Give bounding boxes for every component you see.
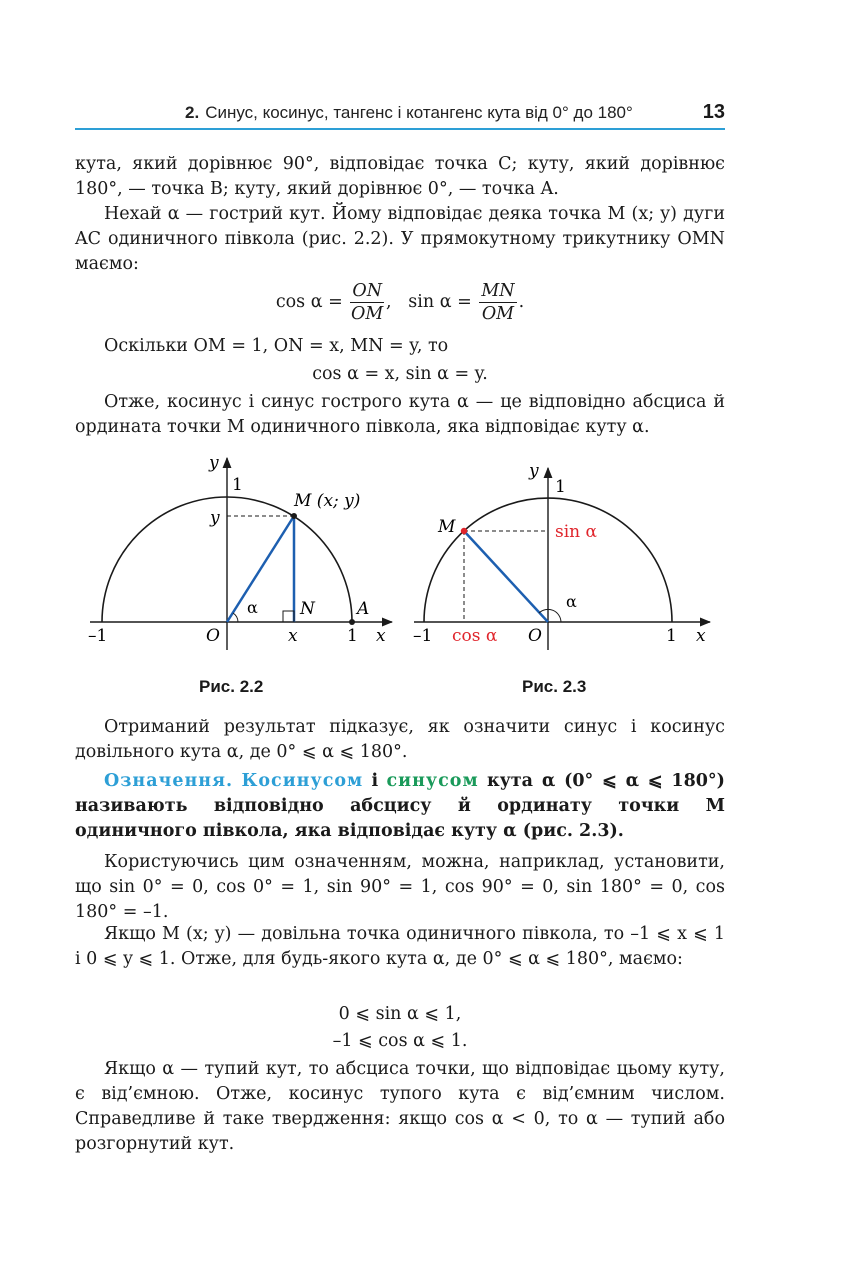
definition-cosine: Косинусом	[241, 771, 364, 791]
label-one-top: 1	[555, 477, 566, 497]
radius-om	[464, 531, 548, 622]
chapter-title	[185, 103, 633, 123]
label-minus-one: –1	[413, 626, 433, 646]
definition-rest-1: кута α (0° ⩽ α ⩽ 180°)	[486, 771, 725, 791]
definition	[75, 769, 725, 844]
formula-end: .	[518, 292, 525, 312]
label-alpha: α	[566, 592, 577, 611]
page-number: 13	[702, 101, 725, 123]
paragraph-1: кута, який дорівнює 90°, відповідає точка C; куту, який дорівнює 180°, — точка B; куту, який дорівнює 0°, — точка A.	[75, 154, 725, 199]
separator: ,	[386, 292, 392, 312]
label-o: O	[206, 626, 220, 646]
x-axis-label: x	[376, 626, 386, 646]
label-one-right: 1	[347, 626, 358, 646]
numerator: ON	[352, 281, 383, 301]
label-n: N	[300, 599, 315, 619]
paragraph-3: Оскільки OM = 1, ON = x, MN = y, то	[104, 336, 449, 356]
paragraph-7: Якщо M (x; y) — довільна точка одиничного півкола, то –1 ⩽ x ⩽ 1 і 0 ⩽ y ⩽ 1. Отже, для будь-якого кута α, де 0° ⩽ α ⩽ 180°, маємо:	[75, 924, 725, 969]
fraction-on-om	[350, 280, 384, 325]
cos-lhs: cos α =	[275, 292, 343, 312]
paragraph-4: Отже, косинус і синус гострого кута α — це відповідно абсциса й ордината точки M одиничного півкола, яка відповідає куту α.	[75, 392, 725, 437]
y-axis-label: y	[209, 453, 219, 473]
label-m: M	[438, 517, 456, 537]
label-m: M (x; y)	[294, 491, 361, 511]
formula-cos-sin-values: cos α = x, sin α = y.	[312, 364, 488, 384]
chapter-number: 2.	[185, 103, 200, 122]
label-a: A	[357, 599, 370, 619]
label-one-top: 1	[232, 475, 243, 495]
point-m	[461, 528, 467, 534]
numerator: MN	[481, 281, 515, 301]
label-alpha: α	[247, 598, 258, 617]
angle-arc	[233, 613, 238, 622]
y-axis-label: y	[529, 461, 539, 481]
chapter-title-text: Синус, косинус, тангенс і котангенс кута від 0° до 180°	[205, 103, 633, 122]
label-x: x	[288, 626, 298, 646]
figures-svg	[0, 450, 850, 670]
paragraph-6: Користуючись цим означенням, можна, наприклад, установити, що sin 0° = 0, cos 0° = 1, sin 90° = 1, cos 90° = 0, sin 180° = 0, cos 180° = –1.	[75, 852, 725, 922]
fraction-mn-om	[479, 280, 516, 325]
definition-rest-2: називають відповідно абсцису й ординату точки M одиничного півкола, яка відповідає куту α (рис. 2.3).	[75, 796, 725, 841]
inequality-cos: –1 ⩽ cos α ⩽ 1.	[332, 1031, 468, 1051]
radius-om	[227, 516, 294, 622]
label-sin-alpha: sin α	[555, 522, 597, 542]
point-m	[291, 513, 297, 519]
label-y: y	[210, 508, 220, 528]
right-angle-mark	[283, 611, 294, 622]
x-axis-label: x	[696, 626, 706, 646]
caption-fig-2-2: Рис. 2.2	[199, 677, 264, 696]
paragraph-5: Отриманий результат підказує, як означити синус і косинус довільного кута α, де 0° ⩽ α ⩽ 180°.	[75, 717, 725, 762]
label-minus-one: –1	[88, 626, 108, 646]
paragraph-8: Якщо α — тупий кут, то абсциса точки, що відповідає цьому куту, є від’ємною. Отже, косинус тупого кута є від’ємним числом. Справедливе й таке твердження: якщо cos α < 0, то α — тупий або розгорнутий кут.	[75, 1059, 725, 1154]
caption-fig-2-3: Рис. 2.3	[522, 677, 587, 696]
label-one-right: 1	[666, 626, 677, 646]
sin-lhs: sin α =	[408, 292, 472, 312]
definition-and: і	[371, 771, 379, 791]
page-header	[75, 100, 725, 130]
formula-cos-sin-ratio	[75, 280, 725, 325]
label-o: O	[528, 626, 542, 646]
paragraph-2: Нехай α — гострий кут. Йому відповідає деяка точка M (x; y) дуги AC одиничного півкола (рис. 2.2). У прямокутному трикутнику OMN маємо:	[75, 204, 725, 274]
figure-2-2	[88, 453, 392, 650]
definition-term: Означення.	[104, 771, 234, 791]
denominator: OM	[351, 304, 384, 324]
denominator: OM	[481, 304, 515, 324]
point-a	[349, 619, 355, 625]
inequality-sin: 0 ⩽ sin α ⩽ 1,	[338, 1004, 462, 1024]
figure-2-3	[413, 461, 710, 650]
definition-sine: синусом	[386, 771, 479, 791]
label-cos-alpha: cos α	[452, 626, 498, 646]
